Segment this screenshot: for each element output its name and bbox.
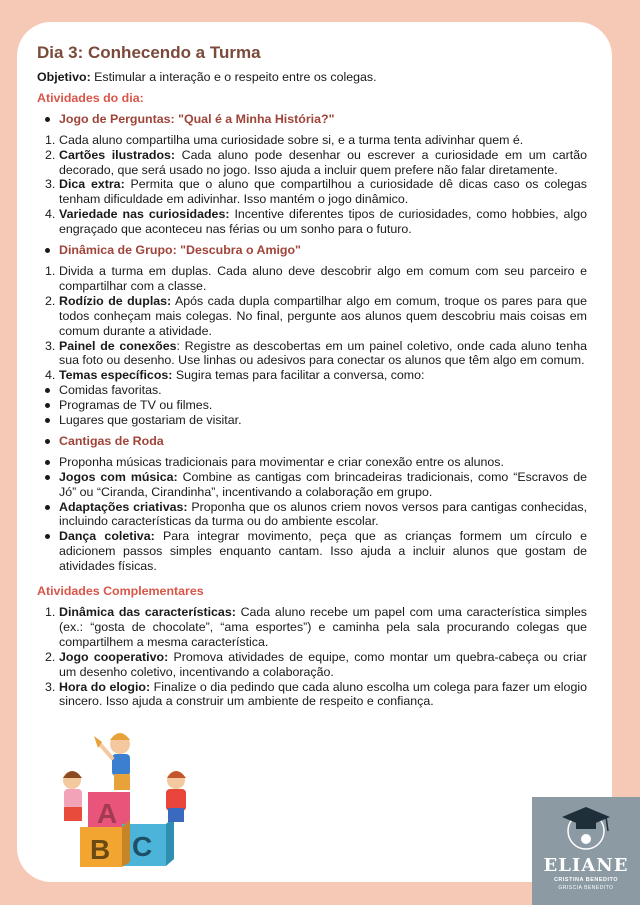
item-text: Combine as cantigas com brincadeiras tradicionais, como “Escravos de Jó” ou “Ciranda, Cirandinha”, incentivando a colaboração em grupo. (59, 469, 587, 499)
item-text: Proponha músicas tradicionais para movimentar e criar conexão entre os alunos. (59, 454, 504, 469)
item-text: Permita que o aluno que compartilhou a curiosidade dê dicas caso os colegas tenham dificuldade em adivinhar. Isso mantém o jogo dinâmico. (59, 177, 587, 207)
item-label: Dinâmica das características: (59, 605, 236, 619)
item-text: Cada aluno pode desenhar ou escrever a curiosidade em um cartão decorado, que será usado no jogo. Isso ajuda a incluir quem prefere não falar diretamente. (59, 147, 587, 177)
item-number: 4. (45, 368, 56, 383)
numbered-item (37, 207, 587, 237)
logo-name: ELIANE (543, 855, 629, 876)
item-text: Promova atividades de equipe, como montar um quebra-cabeça ou criar um desenho coletivo, incentivando a colaboração. (59, 649, 587, 679)
group-heading: Cantigas de Roda (37, 434, 587, 449)
numbered-item (37, 294, 587, 339)
item-text: Para integrar movimento, peça que as crianças formem um círculo e adicionem passos simples enquanto cantam. Isso ajuda a incluir alunos que gostam de atividades físicas. (59, 529, 588, 574)
bullet-list (37, 455, 587, 574)
logo-line1: CRISTINA BENEDITO (553, 877, 619, 883)
item-number: 2. (45, 147, 56, 162)
bullet-item (37, 500, 587, 530)
item-number: 3. (45, 177, 56, 192)
item-text: Finalize o dia pedindo que cada aluno escolha um colega para fazer um elogio sincero. Isso ajuda a construir um ambiente de respeito e confiança. (59, 679, 587, 709)
page-title: Dia 3: Conhecendo a Turma (37, 43, 261, 62)
block-letter: B (90, 834, 111, 865)
item-number: 3. (45, 679, 56, 694)
bullet-item: Programas de TV ou filmes. (37, 398, 587, 413)
item-number: 1. (45, 263, 56, 278)
item-text: Proponha que os alunos criem novos versos para cantigas conhecidas, incluindo características da turma ou do ambiente escolar. (59, 499, 588, 529)
item-label: Rodízio de duplas: (59, 293, 172, 308)
bullet-item (37, 529, 587, 574)
item-label: Jogos com música: (59, 469, 178, 484)
item-text: Incentive diferentes tipos de curiosidades, como hobbies, algo engraçado que aconteceu nas férias ou um sonho para o futuro. (59, 207, 587, 237)
item-text: Cada aluno compartilha uma curiosidade sobre si, e a turma tenta adivinhar quem é. (59, 132, 524, 147)
item-text: Cada aluno recebe um papel com uma característica simples (ex.: “gosta de chocolate”, “ama esportes”) e caminha pela sala procurando colegas que compartilhem a mesma característica. (59, 605, 587, 649)
section-heading-activities: Atividades do dia: (37, 90, 144, 105)
objective-text: Estimular a interação e o respeito entre os colegas. (90, 70, 377, 84)
block-letter: C (132, 831, 153, 862)
section-heading-complementary: Atividades Complementares (37, 584, 204, 599)
numbered-list (37, 605, 587, 709)
item-label: Painel de conexões (59, 338, 177, 353)
numbered-item (37, 680, 587, 710)
numbered-item (37, 133, 587, 148)
numbered-item (37, 605, 587, 650)
item-label: Adaptações criativas: (59, 499, 188, 514)
item-label: Jogo cooperativo: (59, 649, 169, 664)
numbered-item (37, 650, 587, 680)
item-text: Após cada dupla compartilhar algo em comum, troque os pares para que todos conheçam mais colegas. No final, pergunte aos alunos quem descobriu mais coisas em comum durante a atividade. (59, 293, 587, 338)
numbered-item (37, 339, 587, 369)
item-text: : Registre as descobertas em um painel coletivo, onde cada aluno tenha sua foto ou desenho. Use linhas ou adesivos para conectar os alunos que têm algo em comum. (59, 338, 587, 368)
block-letter: A (97, 798, 118, 829)
objective (37, 70, 587, 85)
eliane-logo (532, 797, 640, 905)
logo-line2: GRISCIA BENEDITO (558, 885, 614, 891)
item-number: 3. (45, 338, 56, 353)
numbered-list (37, 133, 587, 237)
item-label: Dica extra: (59, 177, 125, 192)
bullet-item: Lugares que gostariam de visitar. (37, 413, 587, 428)
numbered-item (37, 177, 587, 207)
numbered-list (37, 264, 587, 383)
numbered-item (37, 264, 587, 294)
item-label: Variedade nas curiosidades: (59, 207, 230, 222)
item-label: Dança coletiva: (59, 529, 155, 544)
item-text: Sugira temas para facilitar a conversa, como: (172, 368, 425, 383)
item-label: Cartões ilustrados: (59, 147, 176, 162)
document-content (37, 42, 587, 709)
item-number: 2. (45, 293, 56, 308)
children-abc-blocks-illustration (58, 722, 198, 872)
item-number: 2. (45, 649, 56, 664)
item-label: Hora do elogio: (59, 679, 151, 694)
item-number: 4. (45, 207, 56, 222)
numbered-item (37, 368, 587, 383)
item-label: Temas específicos: (59, 368, 173, 383)
bullet-list (37, 383, 587, 428)
group-heading: Jogo de Perguntas: "Qual é a Minha História?" (37, 112, 587, 127)
bullet-item (37, 470, 587, 500)
objective-label: Objetivo: (37, 70, 91, 84)
item-text: Divida a turma em duplas. Cada aluno deve descobrir algo em comum com seu parceiro e compartilhar com a classe. (59, 263, 587, 293)
item-number: 1. (45, 132, 56, 147)
item-number: 1. (45, 605, 56, 619)
numbered-item (37, 148, 587, 178)
group-heading: Dinâmica de Grupo: "Descubra o Amigo" (37, 243, 587, 258)
bullet-item: Comidas favoritas. (37, 383, 587, 398)
graduation-cap-icon (532, 797, 640, 857)
bullet-item (37, 455, 587, 470)
